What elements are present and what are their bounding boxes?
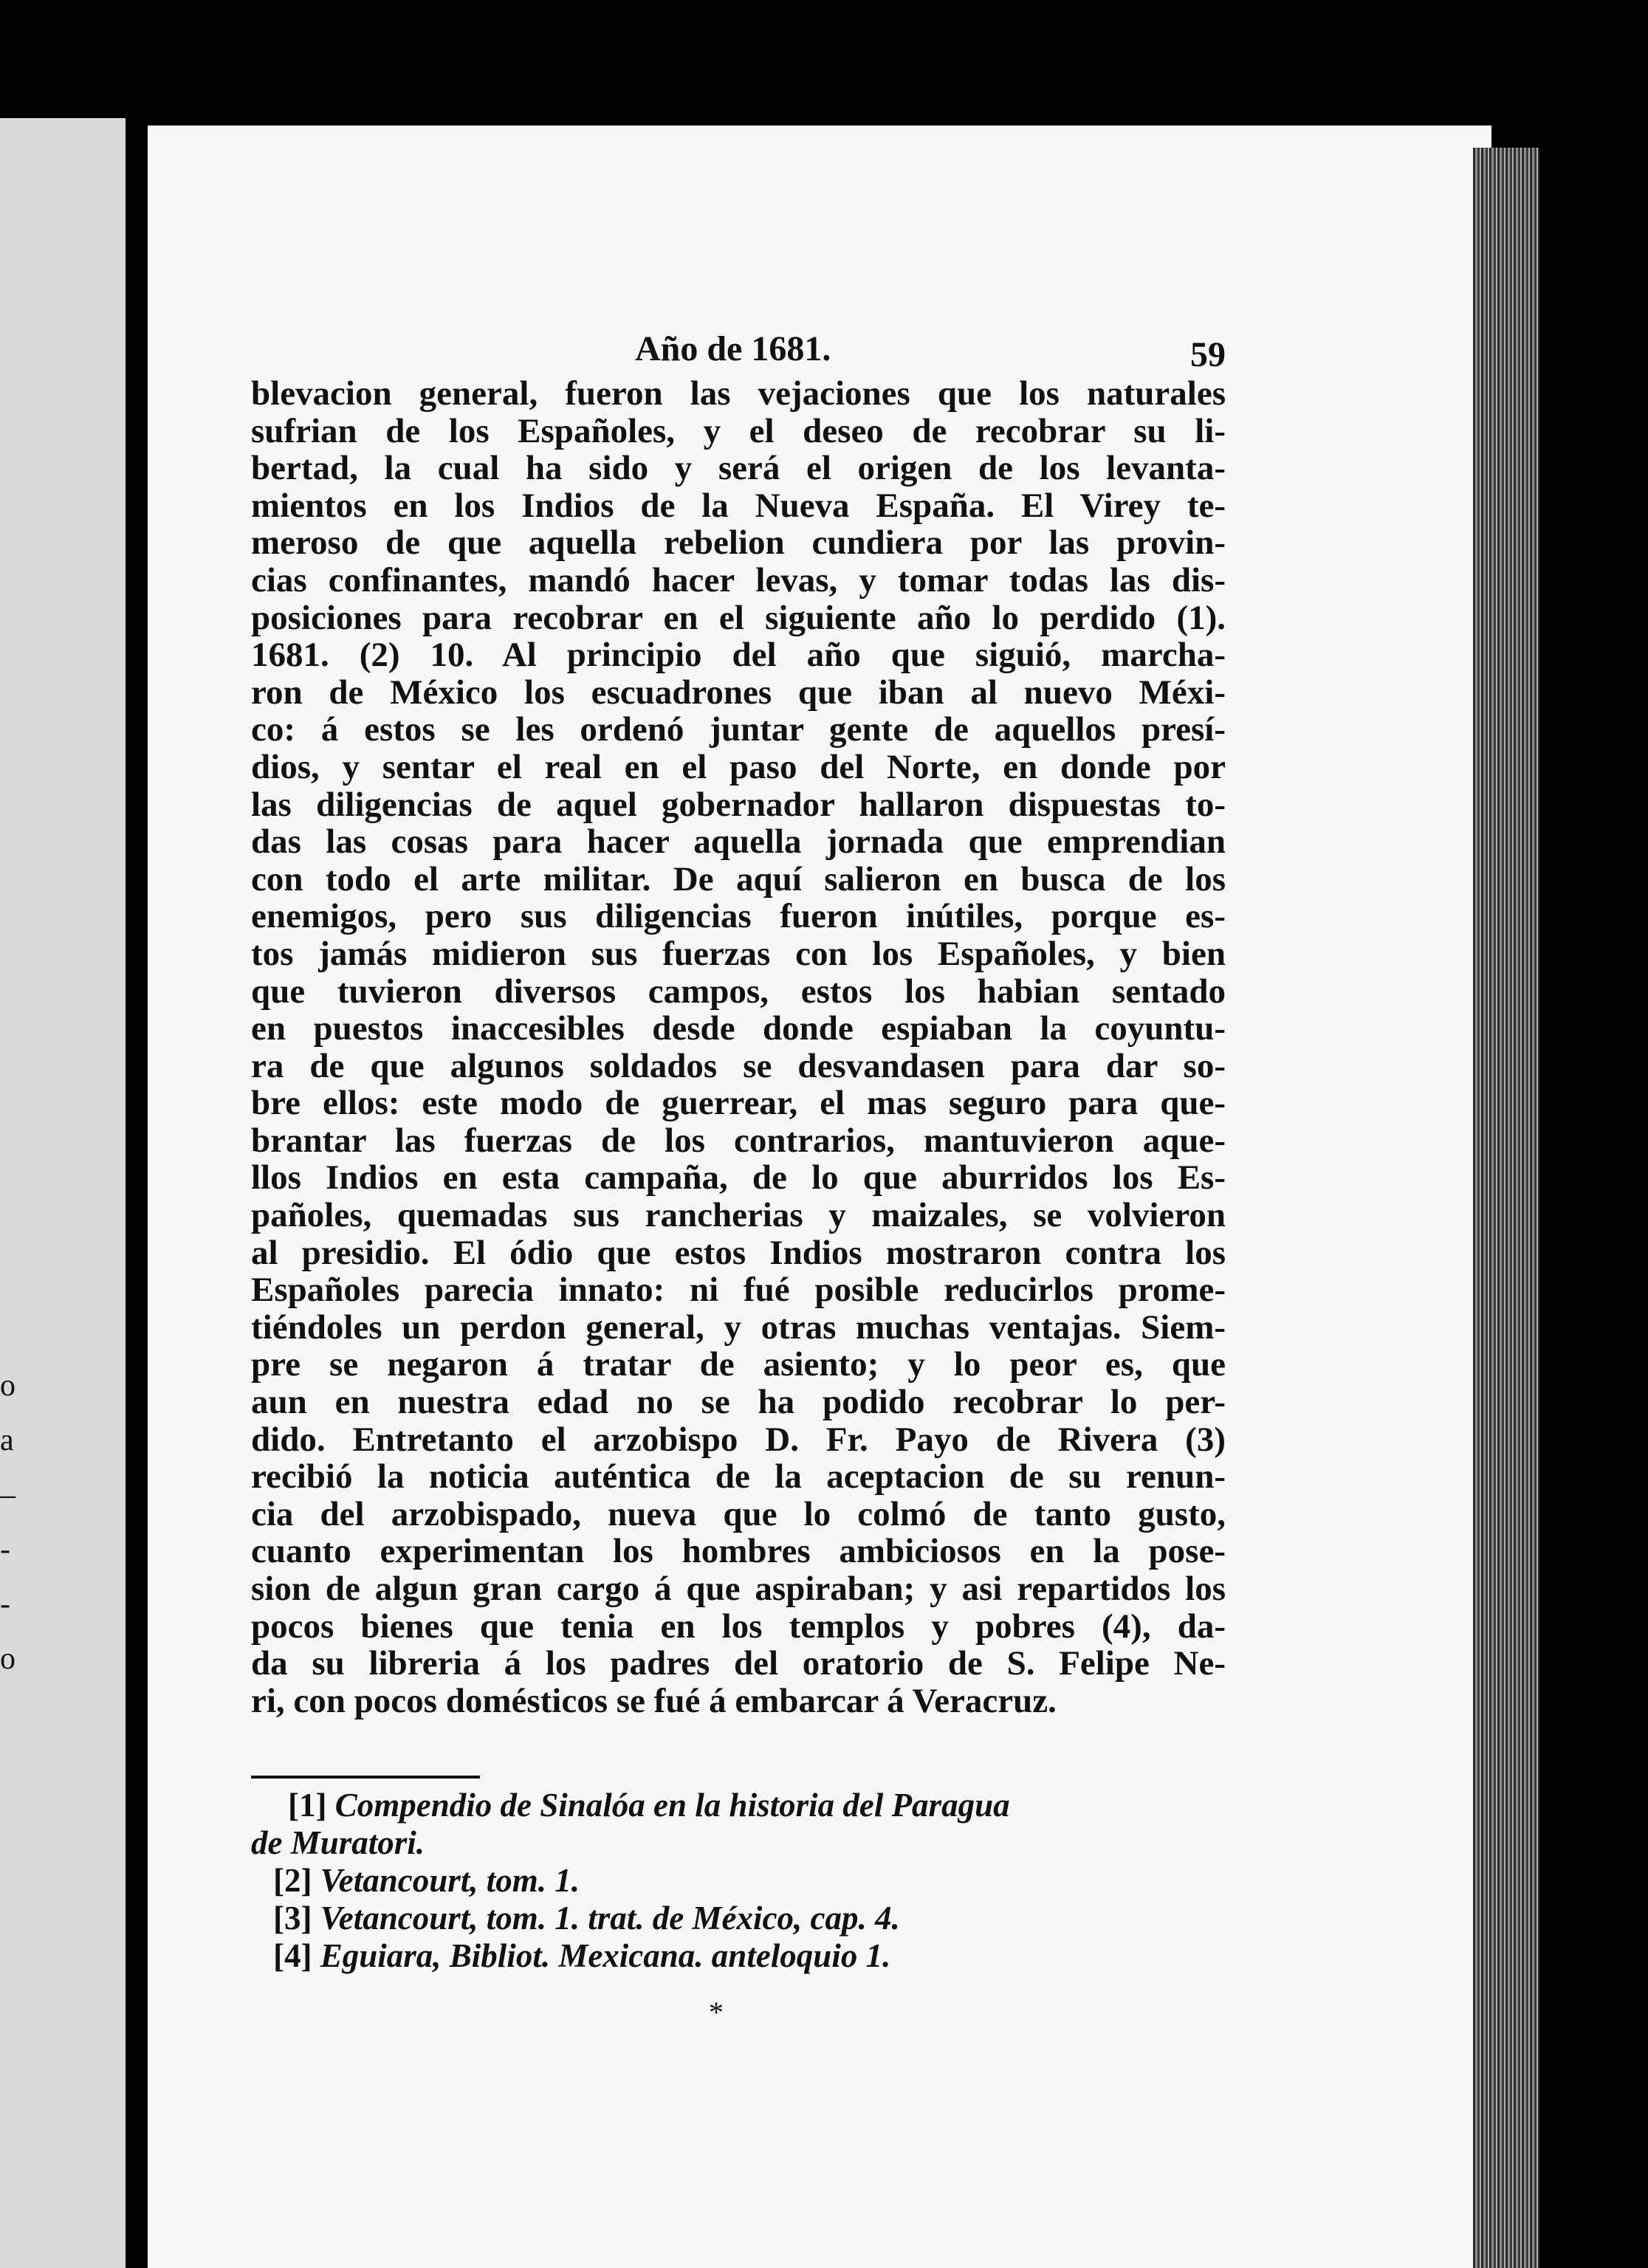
page-edges [1473,148,1539,2268]
body-line: posiciones para recobrar en el siguiente año lo perdido (1). [251,598,1226,637]
body-line: bertad, la cual ha sido y será el origen de los levanta- [251,449,1226,488]
footnote-text: Eguiara, Bibliot. Mexicana. anteloquio 1. [320,1937,891,1974]
footnote [251,1787,1226,1824]
body-line: co: á estos se les ordenó juntar gente de aquellos presí- [251,710,1226,749]
body-line: tos jamás midieron sus fuerzas con los Españoles, y bien [251,934,1226,973]
body-line: sion de algun gran cargo á que aspiraban; y asi repartidos los [251,1570,1226,1608]
page-number: 59 [1190,335,1226,374]
body-line: ron de México los escuadrones que iban al nuevo Méxi- [251,673,1226,712]
body-line: en puestos inaccesibles desde donde espiaban la coyuntu- [251,1009,1226,1048]
body-line: cuanto experimentan los hombres ambiciosos en la pose- [251,1532,1226,1571]
body-line: aun en nuestra edad no se ha podido recobrar lo per- [251,1383,1226,1422]
footnote-continuation [251,1824,1226,1862]
body-line: Españoles parecia innato: ni fué posible reducirlos prome- [251,1271,1226,1310]
body-line: das las cosas para hacer aquella jornada que emprendian [251,822,1226,862]
body-line: bre ellos: este modo de guerrear, el mas seguro para que- [251,1084,1226,1123]
body-text [251,375,1226,1719]
body-line: ra de que algunos soldados se desvandasen para dar so- [251,1046,1226,1085]
signature-mark: * [709,1996,724,2029]
footnote [251,1937,1226,1975]
body-line: sufrian de los Españoles, y el deseo de recobrar su li- [251,411,1226,450]
footnote-rule [251,1776,480,1779]
body-line: meroso de que aquella rebelion cundiera por las provin- [251,523,1226,563]
body-line: mientos en los Indios de la Nueva España. El Virey te- [251,486,1226,525]
left-edge-fragment: o [0,1369,16,1403]
left-edge-fragment: - [0,1533,10,1567]
running-head: Año de 1681. [635,329,831,368]
footnote-mark: [2] [273,1862,312,1899]
body-line: pre se negaron á tratar de asiento; y lo peor es, que [251,1345,1226,1384]
footnote-mark: [1] [288,1787,327,1824]
body-line: pocos bienes que tenia en los templos y pobres (4), da- [251,1606,1226,1646]
body-line: brantar las fuerzas de los contrarios, mantuvieron aque- [251,1121,1226,1160]
page-header [251,329,1226,380]
left-edge-fragment: a [0,1423,14,1457]
body-line: llos Indios en esta campaña, de lo que aburridos los Es- [251,1158,1226,1197]
body-line: cias confinantes, mandó hacer levas, y tomar todas las dis- [251,560,1226,599]
footnote-text: Vetancourt, tom. 1. trat. de México, cap. 4. [320,1900,900,1937]
body-line: pañoles, quemadas sus rancherias y maizales, se volvieron [251,1196,1226,1235]
body-line: tiéndoles un perdon general, y otras muchas ventajas. Siem- [251,1307,1226,1347]
body-line: enemigos, pero sus diligencias fueron inútiles, porque es- [251,897,1226,936]
footnote-text: Vetancourt, tom. 1. [320,1862,580,1899]
body-line: recibió la noticia auténtica de la aceptacion de su renun- [251,1457,1226,1496]
body-line: da su libreria á los padres del oratorio de S. Felipe Ne- [251,1644,1226,1683]
body-line: que tuvieron diversos campos, estos los habian sentado [251,972,1226,1011]
left-page-strip [0,118,126,2268]
body-line: con todo el arte militar. De aquí salieron en busca de los [251,859,1226,898]
footnote-mark: [3] [273,1900,312,1937]
left-edge-fragment: – [0,1478,16,1512]
footnotes [251,1787,1226,1975]
left-edge-fragment: o [0,1642,16,1676]
body-line: las diligencias de aquel gobernador hallaron dispuestas to- [251,785,1226,824]
body-line: 1681. (2) 10. Al principio del año que siguió, marcha- [251,636,1226,675]
footnote-mark: [4] [273,1937,312,1974]
body-line: ri, con pocos domésticos se fué á embarcar á Veracruz. [251,1681,1057,1720]
footnote-text: Compendio de Sinalóa en la historia del Paragua [334,1787,1010,1824]
left-edge-fragment: - [0,1587,10,1621]
body-line: dios, y sentar el real en el paso del Norte, en donde por [251,747,1226,786]
body-line: al presidio. El ódio que estos Indios mostraron contra los [251,1233,1226,1272]
footnote [251,1862,1226,1900]
footnote [251,1900,1226,1937]
body-line: dido. Entretanto el arzobispo D. Fr. Payo de Rivera (3) [251,1420,1226,1459]
body-line: cia del arzobispado, nueva que lo colmó de tanto gusto, [251,1494,1226,1533]
body-line: blevacion general, fueron las vejaciones que los naturales [251,374,1226,413]
footnote-continuation-text: de Muratori. [251,1824,425,1861]
left-page-edge-text [0,1358,30,1686]
